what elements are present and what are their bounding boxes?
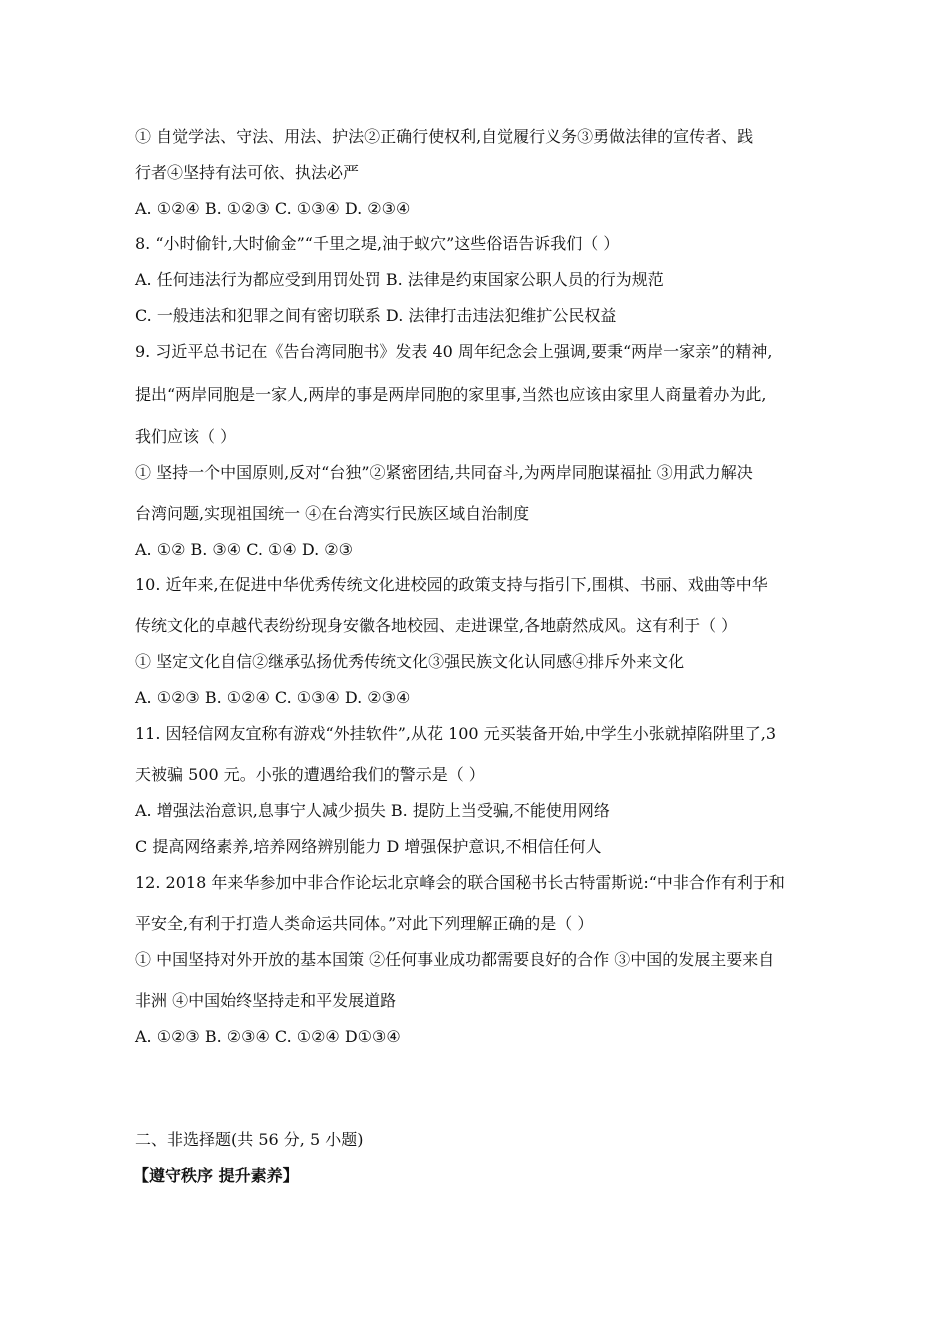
q8-question: 8. “小时偷针,大时偷金”“千里之堤,油于蚁穴”这些俗语告诉我们（ ） — [135, 234, 620, 253]
q10-question-2: 传统文化的卓越代表纷纷现身安徽各地校园、走进课堂,各地蔚然成风。这有利于（ ） — [135, 616, 738, 635]
q12-options-1: ① 中国坚持对外开放的基本国策 ②任何事业成功都需要良好的合作 ③中国的发展主要来自 — [135, 950, 775, 969]
q8-choices-ab: A. 任何违法行为都应受到用罚处罚 B. 法律是约束国家公职人员的行为规范 — [135, 270, 664, 289]
q11-question-2: 天被骗 500 元。小张的遭遇给我们的警示是（ ） — [135, 765, 485, 784]
q8-choices-cd: C. 一般违法和犯罪之间有密切联系 D. 法律打击违法犯维扩公民权益 — [135, 306, 617, 325]
q10-options: ① 坚定文化自信②继承弘扬优秀传统文化③强民族文化认同感④排斥外来文化 — [135, 652, 685, 671]
q7-options-text-2: 行者④坚持有法可依、执法必严 — [135, 163, 360, 182]
q12-question-2: 平安全,有利于打造人类命运共同体。”对此下列理解正确的是（ ） — [135, 914, 594, 933]
q10-answer-choices: A. ①②③ B. ①②④ C. ①③④ D. ②③④ — [135, 688, 411, 707]
q12-question-1: 12. 2018 年来华参加中非合作论坛北京峰会的联合国秘书长古特雷斯说:“中非合作有利于和 — [135, 873, 785, 892]
q11-choices-cd: C 提高网络素养,培养网络辨别能力 D 增强保护意识,不相信任何人 — [135, 837, 602, 856]
q11-choices-ab: A. 增强法治意识,息事宁人减少损失 B. 提防上当受骗,不能使用网络 — [135, 801, 610, 820]
q12-options-2: 非洲 ④中国始终坚持走和平发展道路 — [135, 991, 397, 1010]
section-heading: 二、非选择题(共 56 分, 5 小题) — [135, 1130, 364, 1149]
q10-question-1: 10. 近年来,在促进中华优秀传统文化进校园的政策支持与指引下,围棋、书丽、戏曲等中华 — [135, 575, 768, 594]
q9-question-1: 9. 习近平总书记在《告台湾同胞书》发表 40 周年纪念会上强调,要秉“两岸一家亲”的精神, — [135, 342, 773, 361]
q9-question-2: 提出“两岸同胞是一家人,两岸的事是两岸同胞的家里事,当然也应该由家里人商量着办为此, — [135, 385, 767, 404]
subsection-heading: 【遵守秩序 提升素养】 — [133, 1166, 299, 1185]
q9-question-3: 我们应该（ ） — [135, 427, 237, 446]
q9-answer-choices: A. ①② B. ③④ C. ①④ D. ②③ — [135, 540, 353, 559]
q9-options-1: ① 坚持一个中国原则,反对“台独”②紧密团结,共同奋斗,为两岸同胞谋福扯 ③用武力解决 — [135, 463, 753, 482]
q7-answer-choices: A. ①②④ B. ①②③ C. ①③④ D. ②③④ — [135, 199, 411, 218]
q11-question-1: 11. 因轻信网友宜称有游戏“外挂软件”,从花 100 元买装备开始,中学生小张就掉陷阱里了,3 — [135, 724, 777, 743]
q9-options-2: 台湾问题,实现祖国统一 ④在台湾实行民族区域自治制度 — [135, 504, 530, 523]
q7-options-text-1: ① 自觉学法、守法、用法、护法②正确行使权利,自觉履行义务③勇做法律的宣传者、践 — [135, 127, 754, 146]
q12-answer-choices: A. ①②③ B. ②③④ C. ①②④ D①③④ — [135, 1027, 401, 1046]
